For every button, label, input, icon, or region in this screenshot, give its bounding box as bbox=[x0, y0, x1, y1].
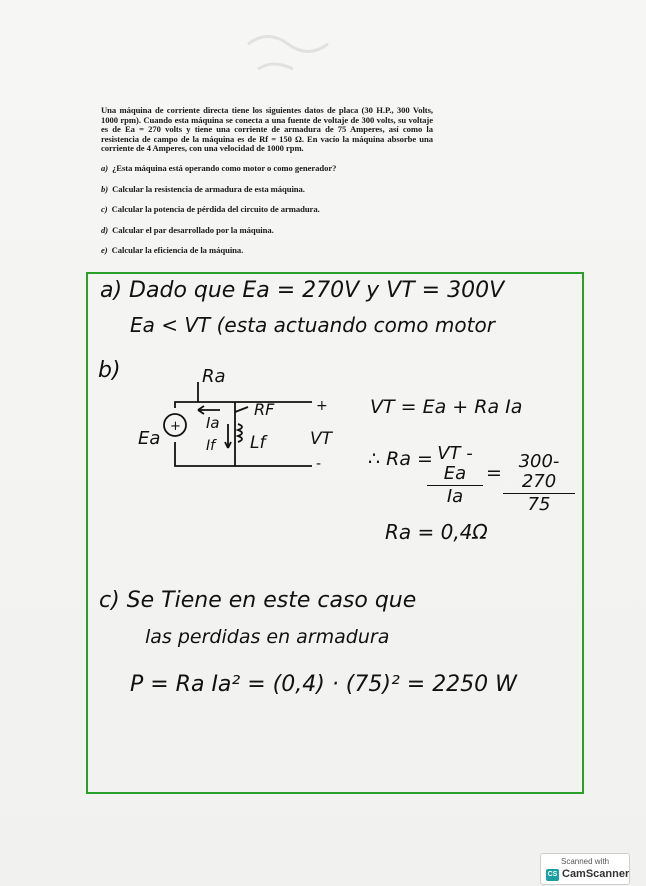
question-item bbox=[101, 164, 433, 174]
circuit-ra-label: Ra bbox=[202, 366, 226, 387]
solution-c-line1: c) Se Tiene en este caso que bbox=[99, 588, 417, 613]
circuit-plus-label: + bbox=[316, 398, 328, 414]
solution-frame bbox=[86, 272, 584, 794]
circuit-ia-label: Ia bbox=[206, 414, 220, 432]
problem-statement: Una máquina de corriente directa tiene los siguientes datos de placa (30 H.P., 300 Volts, 1000 rpm). Cuando esta máquina se conecta a una fuente de voltaje de 300 volts, su voltaje es de Ea = 270 volts y tiene una corriente de armadura de 75 Amperes, así como la resistencia de campo de la máquina es de Rf = 150 Ω. En vacío la máquina absorbe una corriente de 4 Amperes, con una velocidad de 1000 rpm. bbox=[101, 105, 433, 154]
circuit-minus-label: - bbox=[316, 456, 322, 472]
solution-a-line2: Ea < VT (esta actuando como motor bbox=[130, 313, 495, 337]
question-item bbox=[101, 246, 433, 256]
question-text: Calcular la eficiencia de la máquina. bbox=[111, 245, 244, 256]
question-item bbox=[101, 185, 433, 195]
question-item bbox=[101, 205, 433, 215]
camscanner-logo-icon: CS bbox=[546, 869, 559, 881]
question-text: ¿Esta máquina está operando como motor o como generador? bbox=[112, 162, 337, 173]
question-letter: e) bbox=[101, 245, 108, 256]
circuit-diagram bbox=[130, 360, 350, 480]
problem-text bbox=[101, 106, 433, 267]
fraction-ra-numeric bbox=[503, 452, 575, 515]
fraction-denominator: Ia bbox=[446, 486, 464, 507]
circuit-ea-label: Ea bbox=[138, 428, 161, 449]
watermark-caption: Scanned with bbox=[560, 857, 610, 866]
solution-c-line3: P = Ra Ia² = (0,4) · (75)² = 2250 W bbox=[130, 672, 517, 697]
circuit-if-label: If bbox=[206, 438, 216, 454]
fraction-ra-symbolic bbox=[427, 444, 483, 507]
solution-a-line1: a) Dado que Ea = 270V y VT = 300V bbox=[100, 278, 505, 303]
fraction-numerator: 300-270 bbox=[518, 451, 560, 492]
question-text: Calcular el par desarrollado por la máquina. bbox=[112, 224, 274, 235]
question-list bbox=[101, 164, 433, 256]
equation-equals: = bbox=[486, 462, 502, 484]
question-letter: d) bbox=[101, 224, 109, 235]
equation-vt: VT = Ea + Ra Ia bbox=[370, 396, 523, 418]
equation-ra-result: Ra = 0,4Ω bbox=[385, 520, 488, 544]
watermark-brand: CamScanner bbox=[562, 868, 630, 880]
question-text: Calcular la resistencia de armadura de esta máquina. bbox=[112, 183, 305, 194]
question-letter: a) bbox=[101, 162, 109, 173]
solution-c-line2: las perdidas en armadura bbox=[145, 626, 390, 648]
circuit-vt-label: VT bbox=[310, 429, 333, 449]
question-text: Calcular la potencia de pérdida del circuito de armadura. bbox=[111, 204, 320, 215]
circuit-lf-label: Lf bbox=[250, 433, 266, 453]
camscanner-watermark bbox=[540, 853, 630, 885]
circuit-source-plus: + bbox=[170, 419, 181, 434]
equation-ra-lhs: ∴ Ra = bbox=[368, 448, 433, 470]
question-item bbox=[101, 226, 433, 236]
question-letter: c) bbox=[101, 204, 108, 215]
question-letter: b) bbox=[101, 183, 109, 194]
circuit-rf-label: RF bbox=[254, 400, 275, 419]
fraction-numerator: VT - Ea bbox=[437, 443, 473, 484]
solution-b-label: b) bbox=[98, 358, 121, 383]
bleed-through-mark bbox=[238, 24, 388, 84]
fraction-denominator: 75 bbox=[527, 494, 551, 515]
